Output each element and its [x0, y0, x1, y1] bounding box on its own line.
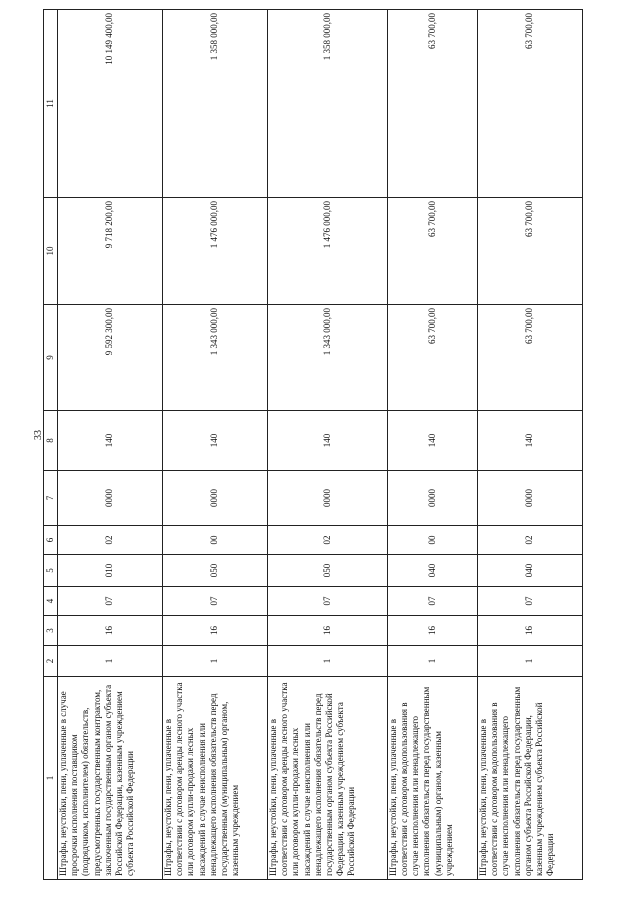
code-part: 0000	[268, 471, 388, 526]
amount-col-10: 1 476 000,00	[163, 198, 268, 305]
amount-col-10: 63 700,00	[477, 198, 582, 305]
budget-revenue-table	[43, 9, 583, 880]
amount-col-9: 1 343 000,00	[163, 305, 268, 411]
amount-col-9: 63 700,00	[477, 305, 582, 411]
col-num-9: 9	[44, 305, 58, 411]
code-part: 07	[58, 587, 163, 616]
table-row	[163, 10, 268, 880]
row-description: Штрафы, неустойки, пени, уплаченные в соответствии с договором водопользования в случае неисполнения или ненадлежащего исполнения обязательств перед государственным органом субъекта Российской Федерации, казенным учреждением субъекта Российской Федерации	[477, 677, 582, 880]
code-part: 0000	[477, 471, 582, 526]
code-part: 16	[268, 616, 388, 646]
amount-col-10: 63 700,00	[387, 198, 477, 305]
code-part: 1	[387, 646, 477, 677]
col-num-7: 7	[44, 471, 58, 526]
code-part: 1	[58, 646, 163, 677]
col-num-2: 2	[44, 646, 58, 677]
amount-col-11: 10 149 400,00	[58, 10, 163, 198]
code-part: 140	[163, 411, 268, 471]
amount-col-11: 63 700,00	[477, 10, 582, 198]
code-part: 07	[163, 587, 268, 616]
code-part: 040	[387, 555, 477, 587]
code-part: 16	[163, 616, 268, 646]
code-part: 010	[58, 555, 163, 587]
amount-col-9: 9 592 300,00	[58, 305, 163, 411]
code-part: 1	[163, 646, 268, 677]
col-num-6: 6	[44, 526, 58, 555]
code-part: 0000	[163, 471, 268, 526]
col-num-8: 8	[44, 411, 58, 471]
col-num-11: 11	[44, 10, 58, 198]
code-part: 00	[387, 526, 477, 555]
table-row	[268, 10, 388, 880]
code-part: 050	[268, 555, 388, 587]
row-description: Штрафы, неустойки, пени, уплаченные в соответствии с договором аренды лесного участка или договором купли-продажи лесных насаждений в случае неисполнения или ненадлежащего исполнения обязательств перед государственным (муниципальным) органом, казенным учреждением	[163, 677, 268, 880]
table-row	[387, 10, 477, 880]
code-part: 02	[477, 526, 582, 555]
code-part: 07	[477, 587, 582, 616]
code-part: 16	[477, 616, 582, 646]
rotated-table-container	[43, 10, 583, 880]
col-num-1: 1	[44, 677, 58, 880]
code-part: 140	[268, 411, 388, 471]
code-part: 00	[163, 526, 268, 555]
amount-col-11: 1 358 000,00	[163, 10, 268, 198]
row-description: Штрафы, неустойки, пени, уплаченные в соответствии с договором аренды лесного участка или договором купли-продажи лесных насаждений в случае неисполнения или ненадлежащего исполнения обязательств перед государственным органом субъекта Российской Федерации, казенным учреждением субъекта Российской Федерации	[268, 677, 388, 880]
code-part: 1	[268, 646, 388, 677]
amount-col-9: 63 700,00	[387, 305, 477, 411]
col-num-10: 10	[44, 198, 58, 305]
table-row	[58, 10, 163, 880]
code-part: 16	[58, 616, 163, 646]
code-part: 040	[477, 555, 582, 587]
column-number-row	[44, 10, 58, 880]
code-part: 02	[268, 526, 388, 555]
col-num-3: 3	[44, 616, 58, 646]
page-number: 33	[33, 430, 44, 440]
col-num-4: 4	[44, 587, 58, 616]
code-part: 07	[268, 587, 388, 616]
code-part: 0000	[387, 471, 477, 526]
row-description: Штрафы, неустойки, пени, уплаченные в случае просрочки исполнения поставщиком (подрядчиком, исполнителем) обязательств, предусмотренных государственным контрактом, заключенным государственным органом субъекта Российской Федерации, казенным учреждением субъекта Российской Федерации	[58, 677, 163, 880]
row-description: Штрафы, неустойки, пени, уплаченные в соответствии с договором водопользования в случае неисполнения или ненадлежащего исполнения обязательств перед государственным (муниципальным) органом, казенным учреждением	[387, 677, 477, 880]
code-part: 07	[387, 587, 477, 616]
code-part: 140	[387, 411, 477, 471]
amount-col-11: 1 358 000,00	[268, 10, 388, 198]
code-part: 02	[58, 526, 163, 555]
code-part: 1	[477, 646, 582, 677]
amount-col-10: 9 718 200,00	[58, 198, 163, 305]
code-part: 16	[387, 616, 477, 646]
code-part: 0000	[58, 471, 163, 526]
amount-col-10: 1 476 000,00	[268, 198, 388, 305]
code-part: 140	[477, 411, 582, 471]
code-part: 140	[58, 411, 163, 471]
table-row	[477, 10, 582, 880]
amount-col-9: 1 343 000,00	[268, 305, 388, 411]
code-part: 050	[163, 555, 268, 587]
amount-col-11: 63 700,00	[387, 10, 477, 198]
col-num-5: 5	[44, 555, 58, 587]
